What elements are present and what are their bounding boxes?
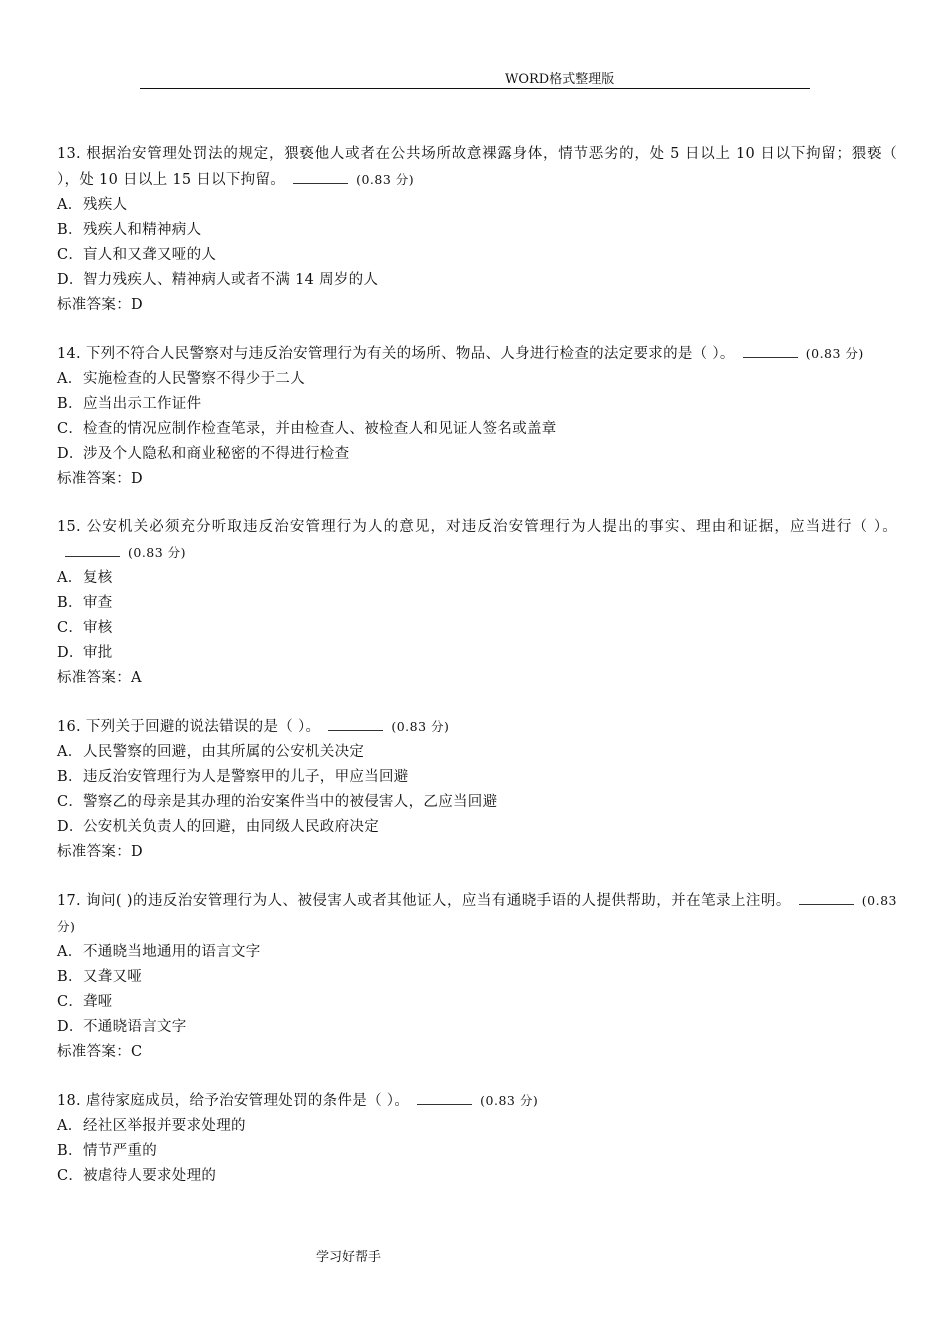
question-stem	[57, 888, 897, 940]
option-text: 违反治安管理行为人是警察甲的儿子，甲应当回避	[83, 769, 409, 785]
question-block	[57, 341, 897, 492]
option-text: 人民警察的回避，由其所属的公安机关决定	[83, 744, 365, 760]
option-item	[57, 591, 897, 616]
option-item	[57, 392, 897, 417]
question-score: (0.83 分)	[480, 1093, 539, 1108]
option-text: 又聋又哑	[83, 969, 143, 985]
option-letter: A．	[57, 570, 83, 586]
option-item	[57, 940, 897, 965]
question-text: 18. 虐待家庭成员，给予治安管理处罚的条件是（ ）。	[57, 1093, 410, 1109]
option-letter: C．	[57, 994, 84, 1010]
option-letter: D．	[57, 819, 84, 835]
header-divider	[140, 88, 810, 89]
option-letter: C．	[57, 247, 84, 263]
option-text: 公安机关负责人的回避，由同级人民政府决定	[83, 819, 379, 835]
option-letter: A．	[57, 744, 83, 760]
question-stem	[57, 515, 897, 566]
question-stem	[57, 1088, 897, 1114]
question-score: (0.83 分)	[391, 719, 450, 734]
option-item	[57, 1114, 897, 1139]
question-list	[57, 142, 897, 1212]
question-text: 15. 公安机关必须充分听取违反治安管理行为人的意见，对违反治安管理行为人提出的事实、理由和证据，应当进行（ ）。	[57, 519, 897, 535]
question-score: (0.83 分)	[356, 172, 415, 187]
option-letter: C．	[57, 620, 84, 636]
answer-blank	[417, 1092, 472, 1105]
question-stem	[57, 714, 897, 740]
option-letter: A．	[57, 944, 83, 960]
option-letter: B．	[57, 222, 83, 238]
option-item	[57, 218, 897, 243]
question-text: 13. 根据治安管理处罚法的规定，猥亵他人或者在公共场所故意裸露身体，情节恶劣的，处 5 日以上 10 日以下拘留；猥亵（ ），处 10 日以上 15 日以下拘留。	[57, 146, 897, 188]
answer-blank	[743, 345, 798, 358]
question-block	[57, 142, 897, 318]
option-item	[57, 193, 897, 218]
option-text: 不通晓语言文字	[83, 1019, 187, 1035]
option-text: 警察乙的母亲是其办理的治安案件当中的被侵害人，乙应当回避	[83, 794, 498, 810]
option-text: 情节严重的	[83, 1143, 157, 1159]
option-text: 实施检查的人民警察不得少于二人	[83, 371, 305, 387]
option-text: 残疾人	[83, 197, 128, 213]
option-text: 审核	[83, 620, 113, 636]
question-block	[57, 515, 897, 691]
option-letter: B．	[57, 969, 83, 985]
question-score: (0.83 分)	[57, 893, 897, 934]
standard-answer: 标准答案：D	[57, 471, 143, 487]
option-item	[57, 1015, 897, 1040]
answer-blank	[799, 892, 854, 905]
option-letter: B．	[57, 1143, 83, 1159]
option-letter: B．	[57, 595, 83, 611]
question-text: 14. 下列不符合人民警察对与违反治安管理行为有关的场所、物品、人身进行检查的法定要求的是（ ）。	[57, 346, 735, 362]
option-item	[57, 790, 897, 815]
option-letter: D．	[57, 446, 84, 462]
option-text: 被虐待人要求处理的	[83, 1168, 217, 1184]
option-item	[57, 566, 897, 591]
option-item	[57, 765, 897, 790]
answer-blank	[328, 718, 383, 731]
option-item	[57, 442, 897, 467]
option-text: 聋哑	[83, 994, 113, 1010]
option-letter: B．	[57, 769, 83, 785]
option-item	[57, 616, 897, 641]
question-stem	[57, 341, 897, 367]
question-block	[57, 1088, 897, 1189]
page-header-title: WORD格式整理版	[505, 72, 615, 87]
option-letter: D．	[57, 1019, 84, 1035]
option-item	[57, 1139, 897, 1164]
option-letter: A．	[57, 1118, 83, 1134]
option-letter: C．	[57, 421, 84, 437]
answer-blank	[293, 171, 348, 184]
option-text: 检查的情况应制作检查笔录，并由检查人、被检查人和见证人签名或盖章	[83, 421, 557, 437]
question-block	[57, 714, 897, 865]
standard-answer: 标准答案：D	[57, 844, 143, 860]
option-text: 涉及个人隐私和商业秘密的不得进行检查	[83, 446, 350, 462]
standard-answer: 标准答案：D	[57, 297, 143, 313]
option-text: 不通晓当地通用的语言文字	[83, 944, 261, 960]
option-item	[57, 1164, 897, 1189]
page-footer: 学习好帮手	[316, 1250, 382, 1265]
option-item	[57, 367, 897, 392]
option-item	[57, 740, 897, 765]
option-text: 复核	[83, 570, 113, 586]
option-letter: C．	[57, 794, 84, 810]
option-text: 智力残疾人、精神病人或者不满 14 周岁的人	[83, 272, 379, 288]
question-text: 16. 下列关于回避的说法错误的是（ ）。	[57, 719, 321, 735]
option-item	[57, 965, 897, 990]
option-item	[57, 990, 897, 1015]
question-score: (0.83 分)	[805, 346, 864, 361]
question-score: (0.83 分)	[128, 545, 187, 560]
option-text: 应当出示工作证件	[83, 396, 202, 412]
option-text: 经社区举报并要求处理的	[83, 1118, 246, 1134]
option-text: 审批	[83, 645, 113, 661]
option-letter: A．	[57, 197, 83, 213]
option-letter: B．	[57, 396, 83, 412]
option-item	[57, 641, 897, 666]
option-letter: A．	[57, 371, 83, 387]
standard-answer: 标准答案：A	[57, 670, 142, 686]
option-text: 盲人和又聋又哑的人	[83, 247, 217, 263]
question-stem	[57, 142, 897, 193]
question-block	[57, 888, 897, 1065]
question-text: 17. 询问( )的违反治安管理行为人、被侵害人或者其他证人，应当有通晓手语的人提供帮助，并在笔录上注明。	[57, 893, 791, 909]
option-item	[57, 815, 897, 840]
option-item	[57, 268, 897, 293]
option-text: 残疾人和精神病人	[83, 222, 202, 238]
option-item	[57, 417, 897, 442]
option-letter: C．	[57, 1168, 84, 1184]
standard-answer: 标准答案：C	[57, 1044, 143, 1060]
option-letter: D．	[57, 272, 84, 288]
answer-blank	[65, 544, 120, 557]
option-letter: D．	[57, 645, 84, 661]
option-item	[57, 243, 897, 268]
option-text: 审查	[83, 595, 113, 611]
